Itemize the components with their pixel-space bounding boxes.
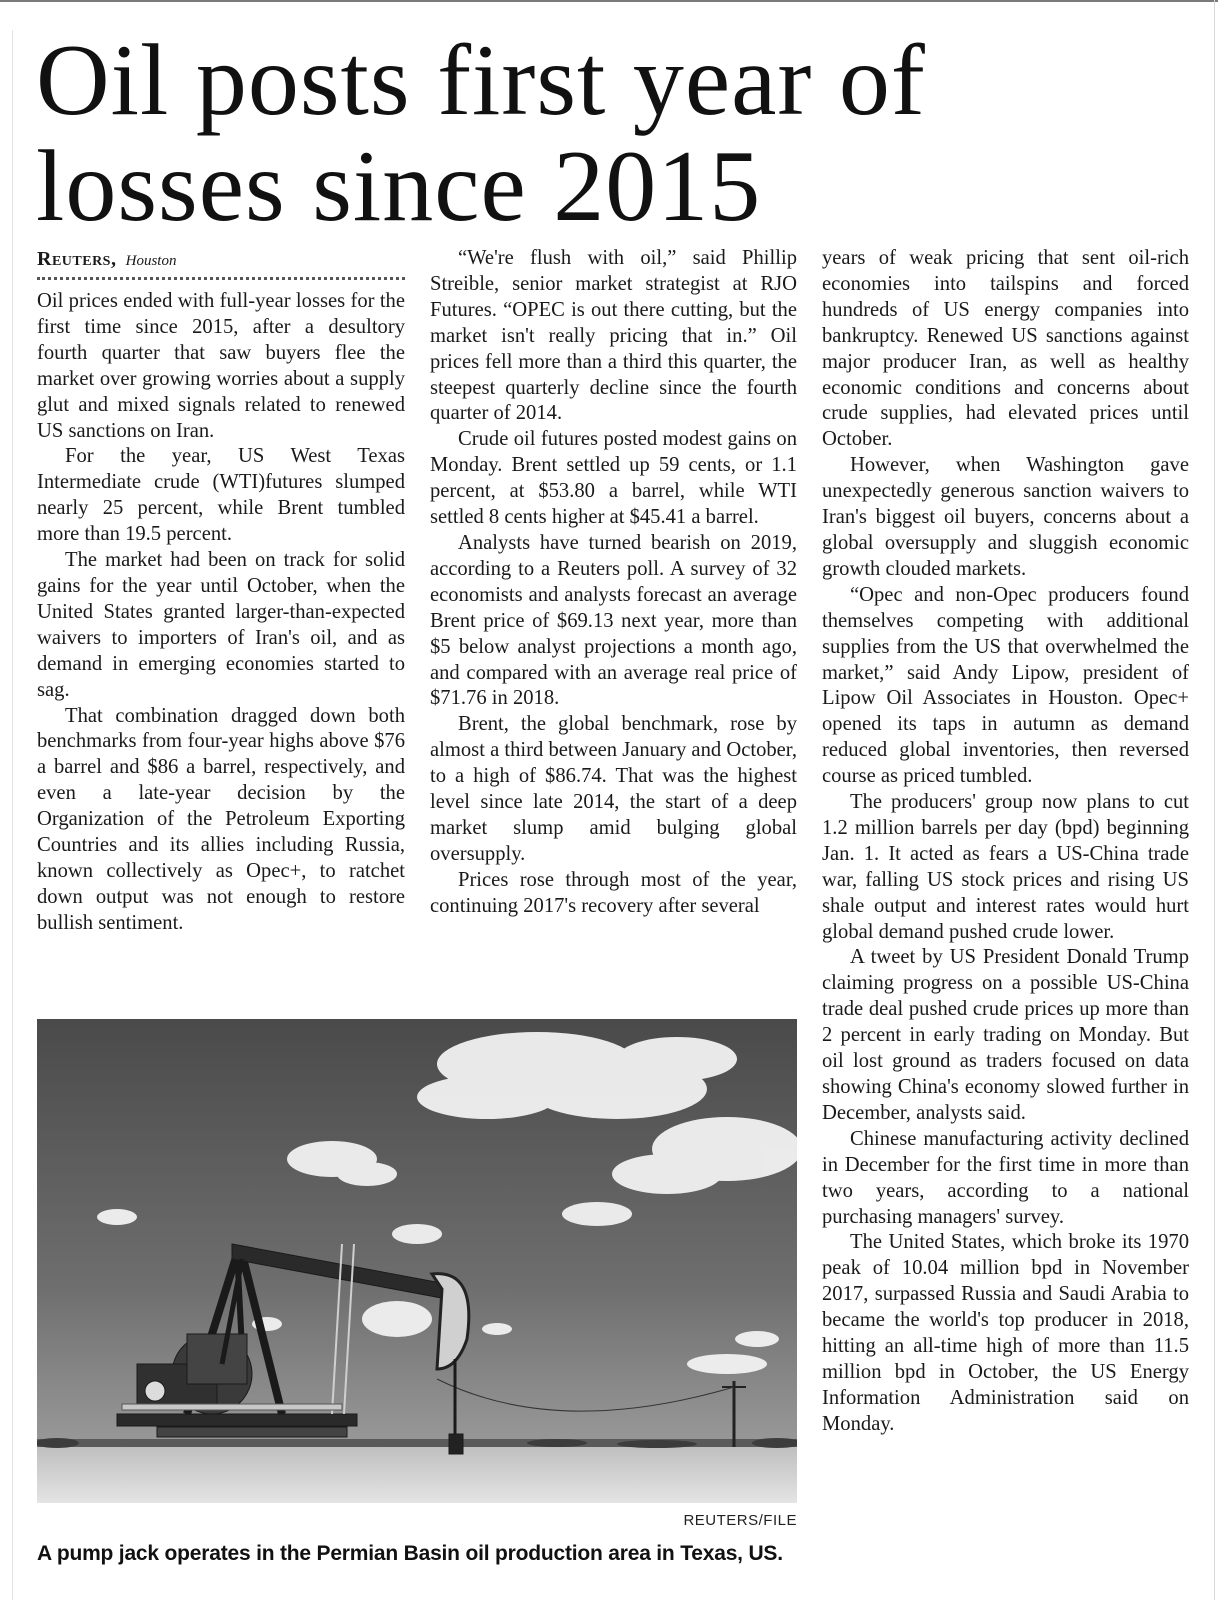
paragraph: Analysts have turned bearish on 2019, according to a Reuters poll. A survey of 32 economists and analysts forecast an average Brent price of $69.13 next year, more than $5 below analyst projections a month ago, and compared with an average real price of $71.76 in 2018.: [430, 531, 797, 710]
paragraph: Oil prices ended with full-year losses for the first time since 2015, after a desultory fourth quarter that saw buyers flee the market over growing worries about a supply glut and mixed signals related to renewed US sanctions on Iran.: [37, 290, 405, 442]
paragraph: That combination dragged down both benchmarks from four-year highs above $76 a barrel and $86 a barrel, respectively, and even a late-year decision by the Organization of the Petroleum Exporting Countries and its allies including Russia, known collectively as Opec+, to ratchet down output was not enough to restore bullish sentiment.: [37, 704, 405, 934]
paragraph: The United States, which broke its 1970 peak of 10.04 million bpd in November 2017, surpassed Russia and Saudi Arabia to became the world's top producer in 2018, hitting an all-time high of more than 11.5 million bpd in October, the US Energy Information Administration said on Monday.: [822, 1231, 1189, 1435]
top-rule: [0, 0, 1218, 2]
byline: [37, 246, 405, 273]
byline-agency: Reuters,: [37, 248, 117, 270]
paragraph: The market had been on track for solid gains for the year until October, when the United States granted larger-than-expected waivers to importers of Iran's oil, and as demand in emerging economies started to sag.: [37, 549, 405, 701]
article-column-2: [430, 246, 797, 920]
article-column-1: [37, 246, 405, 937]
left-rule: [12, 30, 13, 1600]
paragraph: Prices rose through most of the year, continuing 2017's recovery after several: [430, 868, 797, 917]
headline: Oil posts first year of losses since 2015: [36, 24, 926, 243]
right-rule: [1214, 0, 1215, 1600]
pump-jack-photo: [37, 1019, 797, 1503]
article-column-3: [822, 246, 1189, 1438]
paragraph: “We're flush with oil,” said Phillip Streible, senior market strategist at RJO Futures. “OPEC is out there cutting, but the market isn't really pricing that in.” Oil prices fell more than a third this quarter, the steepest quarterly decline since the fourth quarter of 2014.: [430, 247, 797, 425]
paragraph: However, when Washington gave unexpectedly generous sanction waivers to Iran's biggest oil buyers, concerns about a global oversupply and sluggish economic growth clouded markets.: [822, 454, 1189, 580]
paragraph: Brent, the global benchmark, rose by almost a third between January and October, to a high of $86.74. That was the highest level since late 2014, the start of a deep market slump amid bulging global oversupply.: [430, 713, 797, 865]
byline-city: Houston: [125, 253, 177, 269]
byline-divider: [37, 277, 405, 280]
photo-credit: REUTERS/FILE: [683, 1512, 797, 1529]
paragraph: A tweet by US President Donald Trump claiming progress on a possible US-China trade deal pushed crude prices up more than 2 percent in early trading on Monday. But oil lost ground as traders focused on data showing China's economy slowed further in December, analysts said.: [822, 946, 1189, 1124]
paragraph: years of weak pricing that sent oil-rich economies into tailspins and forced hundreds of US energy companies into bankruptcy. Renewed US sanctions against major producer Iran, as well as healthy economic conditions and concerns about crude supplies, had elevated prices until October.: [822, 247, 1189, 451]
paragraph: Chinese manufacturing activity declined in December for the first time in more than two years, according to a national purchasing managers' survey.: [822, 1127, 1189, 1228]
paragraph: “Opec and non-Opec producers found themselves competing with additional supplies from the US that overwhelmed the market,” said Andy Lipow, president of Lipow Oil Associates in Houston. Opec+ opened its taps in autumn as demand reduced global inventories, then reversed course as priced tumbled.: [822, 583, 1189, 788]
paragraph: The producers' group now plans to cut 1.2 million barrels per day (bpd) beginning Jan. 1. It acted as fears a US-China trade war, falling US stock prices and rising US shale output and interest rates would hurt global demand pushed crude lower.: [822, 791, 1189, 943]
paragraph: For the year, US West Texas Intermediate crude (WTI)futures slumped nearly 25 percent, while Brent tumbled more than 19.5 percent.: [37, 445, 405, 546]
paragraph: Crude oil futures posted modest gains on Monday. Brent settled up 59 cents, or 1.1 percent, at $53.80 a barrel, while WTI settled 8 cents higher at $45.41 a barrel.: [430, 428, 797, 529]
photo-caption: A pump jack operates in the Permian Basin oil production area in Texas, US.: [37, 1542, 783, 1565]
